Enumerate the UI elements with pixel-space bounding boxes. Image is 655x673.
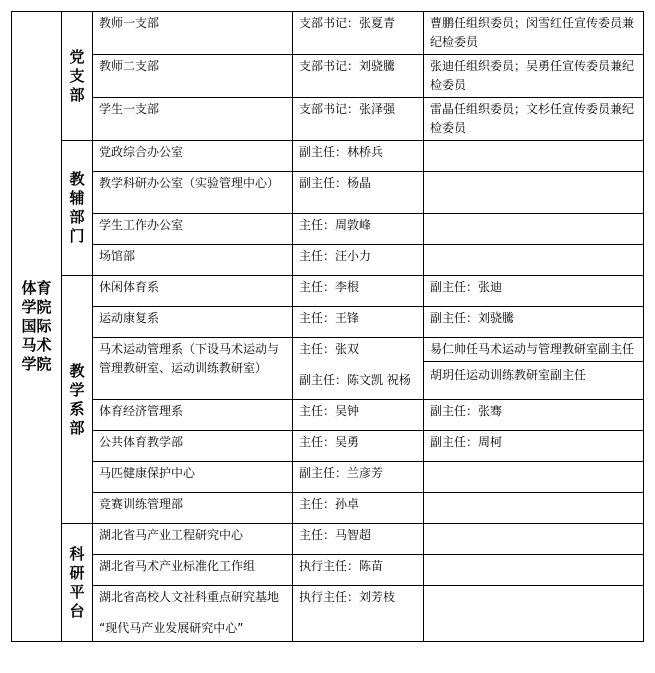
- lead-cell: 主任：孙卓: [293, 493, 424, 524]
- table-row: [12, 214, 644, 245]
- unit-cell: [93, 586, 293, 642]
- note-cell: [424, 172, 644, 214]
- lead-cell: [293, 338, 424, 400]
- table-row: [12, 141, 644, 172]
- table-row: [12, 307, 644, 338]
- unit-cell: 教师二支部: [93, 55, 293, 98]
- note-primary: 易仁帅任马术运动与管理教研室副主任: [430, 342, 635, 356]
- table-row: [12, 172, 644, 214]
- unit-cell: 党政综合办公室: [93, 141, 293, 172]
- group-cell-support: [62, 141, 93, 276]
- table-row: [12, 245, 644, 276]
- lead-cell: 主任：王锋: [293, 307, 424, 338]
- unit-cell: 学生工作办公室: [93, 214, 293, 245]
- note-cell: 副主任：周柯: [424, 431, 644, 462]
- table-row: [12, 98, 644, 141]
- table-row: [12, 524, 644, 555]
- lead-cell: 主任：吴勇: [293, 431, 424, 462]
- note-cell: 张迪任组织委员；吴勇任宣传委员兼纪检委员: [424, 55, 644, 98]
- unit-cell: 湖北省马术产业标准化工作组: [93, 555, 293, 586]
- table-row: [12, 493, 644, 524]
- group-cell-teaching: [62, 276, 93, 524]
- unit-cell: 场馆部: [93, 245, 293, 276]
- note-cell: [424, 493, 644, 524]
- lead-cell: 副主任：杨晶: [293, 172, 424, 214]
- note-cell: [424, 462, 644, 493]
- table-row: [12, 276, 644, 307]
- table-row: [12, 400, 644, 431]
- table-row: [12, 55, 644, 98]
- unit-cell: 体育经济管理系: [93, 400, 293, 431]
- table-row: [12, 338, 644, 400]
- note-cell: 雷晶任组织委员；文杉任宣传委员兼纪检委员: [424, 98, 644, 141]
- unit-cell: 公共体育教学部: [93, 431, 293, 462]
- lead-primary: 主任：张双: [299, 342, 360, 356]
- unit-cell: 教师一支部: [93, 12, 293, 55]
- lead-cell: 执行主任：刘芳枝: [293, 586, 424, 642]
- lead-cell: 主任：汪小力: [293, 245, 424, 276]
- lead-secondary: 副主任：陈文凯 祝杨: [299, 373, 411, 387]
- table-row: [12, 431, 644, 462]
- note-cell: 曹鹏任组织委员；闵雪红任宣传委员兼纪检委员: [424, 12, 644, 55]
- unit-cell: 休闲体育系: [93, 276, 293, 307]
- group-name: 科研平台: [69, 544, 85, 620]
- note-secondary: 胡玥任运动训练教研室副主任: [424, 361, 643, 385]
- lead-cell: 主任：周敦峰: [293, 214, 424, 245]
- lead-cell: 副主任：兰彦芳: [293, 462, 424, 493]
- lead-cell: 主任：李根: [293, 276, 424, 307]
- note-cell: [424, 555, 644, 586]
- lead-cell: 主任：马智超: [293, 524, 424, 555]
- table-row: [12, 12, 644, 55]
- unit-cell: 竞赛训练管理部: [93, 493, 293, 524]
- note-cell: 副主任：张骞: [424, 400, 644, 431]
- unit-primary: 湖北省高校人文社科重点研究基地: [99, 590, 280, 604]
- unit-cell: 马匹健康保护中心: [93, 462, 293, 493]
- lead-cell: 支部书记：张泽强: [293, 98, 424, 141]
- unit-cell: 学生一支部: [93, 98, 293, 141]
- lead-cell: 支部书记：张夏青: [293, 12, 424, 55]
- group-name: 教辅部门: [69, 170, 85, 245]
- table-row: [12, 555, 644, 586]
- lead-cell: 执行主任：陈苗: [293, 555, 424, 586]
- unit-secondary: “现代马产业发展研究中心”: [99, 621, 244, 635]
- note-cell: [424, 245, 644, 276]
- unit-cell: 马术运动管理系（下设马术运动与管理教研室、运动训练教研室）: [93, 338, 293, 400]
- institute-name: 体育学院国际马术学院: [21, 279, 52, 373]
- group-cell-party: [62, 12, 93, 141]
- unit-cell: 湖北省马产业工程研究中心: [93, 524, 293, 555]
- group-name: 党支部: [69, 47, 85, 104]
- unit-cell: 运动康复系: [93, 307, 293, 338]
- note-cell: [424, 214, 644, 245]
- lead-cell: 支部书记：刘骁騰: [293, 55, 424, 98]
- note-cell: 副主任：刘骁騰: [424, 307, 644, 338]
- note-cell: [424, 524, 644, 555]
- unit-cell: 教学科研办公室（实验管理中心）: [93, 172, 293, 214]
- table-row: [12, 462, 644, 493]
- group-name: 教学系部: [69, 361, 85, 437]
- note-cell: [424, 338, 644, 400]
- institute-name-cell: [12, 12, 62, 642]
- note-cell: [424, 586, 644, 642]
- org-structure-table: [11, 11, 644, 642]
- lead-cell: 主任：吴钟: [293, 400, 424, 431]
- lead-cell: 副主任：林桥兵: [293, 141, 424, 172]
- table-row: [12, 586, 644, 642]
- note-cell: [424, 141, 644, 172]
- note-cell: 副主任：张迪: [424, 276, 644, 307]
- group-cell-research: [62, 524, 93, 642]
